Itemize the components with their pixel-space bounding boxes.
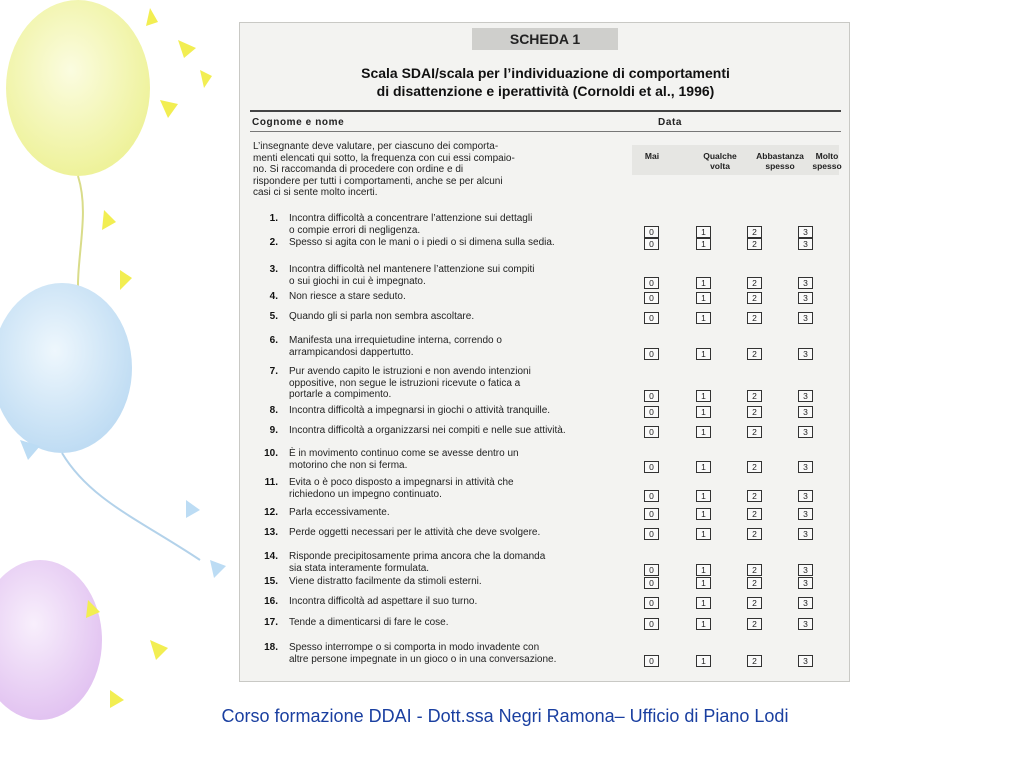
item-number: 15. (264, 576, 278, 587)
score-checkbox[interactable]: 0 (644, 292, 659, 304)
score-checkbox[interactable]: 0 (644, 618, 659, 630)
score-checkbox[interactable]: 2 (747, 292, 762, 304)
score-checkbox[interactable]: 2 (747, 406, 762, 418)
score-checkbox[interactable]: 3 (798, 508, 813, 520)
instruction-line: rispondere per tutti i comportamenti, anche se per alcuni (253, 175, 503, 187)
column-header-line: volta (710, 161, 730, 171)
item-text (289, 617, 634, 629)
score-checkbox[interactable]: 0 (644, 406, 659, 418)
score-checkbox[interactable]: 1 (696, 238, 711, 250)
score-checkbox[interactable]: 2 (747, 461, 762, 473)
item-text-line: motorino che non si ferma. (289, 459, 408, 471)
item-text-line: arrampicandosi dappertutto. (289, 346, 414, 358)
item-number: 17. (264, 617, 278, 628)
blue-balloon-icon (0, 283, 200, 560)
score-checkbox[interactable]: 3 (798, 226, 813, 238)
date-field-label: Data (658, 117, 683, 128)
item-text-line: oppositive, non segue le istruzioni ricevute o fatica a (289, 377, 521, 389)
score-checkbox[interactable]: 0 (644, 461, 659, 473)
score-checkbox[interactable]: 0 (644, 348, 659, 360)
score-checkbox[interactable]: 1 (696, 528, 711, 540)
item-number: 9. (269, 425, 278, 436)
item-number: 1. (269, 213, 278, 224)
score-checkbox[interactable]: 2 (747, 508, 762, 520)
item-text-line: Evita o è poco disposto a impegnarsi in attività che (289, 477, 514, 488)
item-text (289, 448, 634, 471)
score-checkbox[interactable]: 3 (798, 597, 813, 609)
score-checkbox[interactable]: 1 (696, 618, 711, 630)
score-checkbox[interactable]: 2 (747, 655, 762, 667)
score-checkbox[interactable]: 3 (798, 406, 813, 418)
score-checkbox[interactable]: 3 (798, 426, 813, 438)
score-checkbox[interactable]: 0 (644, 238, 659, 250)
instruction-line: no. Si raccomanda di procedere con ordine e di (253, 164, 464, 176)
item-text-line: sia stata interamente formulata. (289, 562, 430, 574)
item-text (289, 405, 634, 417)
item-text (289, 311, 634, 323)
score-checkbox[interactable]: 3 (798, 655, 813, 667)
score-checkbox[interactable]: 3 (798, 577, 813, 589)
item-text-line: o sui giochi in cui è impegnato. (289, 275, 426, 287)
item-text-line: Incontra difficoltà a organizzarsi nei compiti e nelle sue attività. (289, 425, 566, 436)
sdai-scale-document (239, 22, 850, 682)
item-number: 2. (269, 237, 278, 248)
instructions (253, 141, 613, 199)
item-text (289, 576, 634, 588)
item-text (289, 527, 634, 539)
score-checkbox[interactable]: 0 (644, 312, 659, 324)
score-checkbox[interactable]: 0 (644, 490, 659, 502)
score-checkbox[interactable]: 3 (798, 312, 813, 324)
score-checkbox[interactable]: 2 (747, 528, 762, 540)
score-checkbox[interactable]: 1 (696, 406, 711, 418)
item-text (289, 366, 634, 401)
score-checkbox[interactable]: 0 (644, 597, 659, 609)
score-checkbox[interactable]: 3 (798, 564, 813, 576)
item-text (289, 596, 634, 608)
score-checkbox[interactable]: 3 (798, 277, 813, 289)
item-text (289, 477, 634, 500)
item-text-line: Incontra difficoltà ad aspettare il suo turno. (289, 596, 478, 607)
item-text-line: Non riesce a stare seduto. (289, 291, 406, 302)
score-checkbox[interactable]: 0 (644, 390, 659, 402)
score-checkbox[interactable]: 2 (747, 597, 762, 609)
item-number: 3. (269, 264, 278, 275)
score-checkbox[interactable]: 0 (644, 277, 659, 289)
item-number: 10. (264, 448, 278, 459)
score-checkbox[interactable]: 3 (798, 390, 813, 402)
score-checkbox[interactable]: 2 (747, 564, 762, 576)
item-text (289, 551, 634, 574)
divider (250, 131, 841, 132)
score-checkbox[interactable]: 2 (747, 238, 762, 250)
score-checkbox[interactable]: 1 (696, 508, 711, 520)
item-text-line: Spesso si agita con le mani o i piedi o si dimena sulla sedia. (289, 237, 555, 248)
score-checkbox[interactable]: 0 (644, 655, 659, 667)
item-text-line: Quando gli si parla non sembra ascoltare. (289, 311, 475, 322)
item-text-line: Incontra difficoltà a concentrare l’attenzione sui dettagli (289, 213, 533, 224)
item-text-line: Parla eccessivamente. (289, 507, 390, 518)
score-checkbox[interactable]: 1 (696, 226, 711, 238)
score-checkbox[interactable]: 2 (747, 348, 762, 360)
title-line: di disattenzione e iperattività (Cornoldi et al., 1996) (376, 83, 715, 99)
score-checkbox[interactable]: 0 (644, 226, 659, 238)
item-number: 7. (269, 366, 278, 377)
item-number: 8. (269, 405, 278, 416)
scheda-label: SCHEDA 1 (472, 28, 618, 50)
score-checkbox[interactable]: 1 (696, 655, 711, 667)
item-text (289, 507, 634, 519)
score-checkbox[interactable]: 1 (696, 490, 711, 502)
instruction-line: casi ci si sente molto incerti. (253, 187, 378, 199)
column-header-line: Molto (815, 151, 839, 161)
score-checkbox[interactable]: 1 (696, 348, 711, 360)
item-text-line: Risponde precipitosamente prima ancora che la domanda (289, 551, 546, 562)
score-checkbox[interactable]: 0 (644, 564, 659, 576)
score-checkbox[interactable]: 2 (747, 277, 762, 289)
column-header (797, 151, 850, 171)
item-number: 16. (264, 596, 278, 607)
item-text-line: portarle a compimento. (289, 389, 392, 400)
item-number: 6. (269, 335, 278, 346)
column-header-line: Abbastanza (756, 151, 804, 161)
score-checkbox[interactable]: 2 (747, 312, 762, 324)
item-text-line: Manifesta una irrequietudine interna, correndo o (289, 335, 502, 346)
name-field-label: Cognome e nome (252, 117, 345, 128)
score-checkbox[interactable]: 3 (798, 618, 813, 630)
score-checkbox[interactable]: 1 (696, 390, 711, 402)
item-text (289, 425, 634, 437)
column-header (690, 151, 750, 171)
item-text (289, 264, 634, 287)
score-checkbox[interactable]: 1 (696, 564, 711, 576)
score-checkbox[interactable]: 0 (644, 508, 659, 520)
item-text-line: Perde oggetti necessari per le attività che deve svolgere. (289, 527, 541, 538)
score-checkbox[interactable]: 3 (798, 348, 813, 360)
score-checkbox[interactable]: 0 (644, 426, 659, 438)
score-checkbox[interactable]: 1 (696, 461, 711, 473)
divider (250, 110, 841, 112)
instruction-line: menti elencati qui sotto, la frequenza con cui essi compaio- (253, 152, 515, 164)
item-text (289, 335, 634, 358)
title-line: Scala SDAI/scala per l’individuazione di comportamenti (361, 65, 730, 81)
item-text-line: o compie errori di negligenza. (289, 224, 421, 236)
item-text (289, 642, 634, 665)
score-checkbox[interactable]: 2 (747, 618, 762, 630)
item-text-line: Pur avendo capito le istruzioni e non avendo intenzioni (289, 366, 531, 377)
score-checkbox[interactable]: 3 (798, 238, 813, 250)
score-checkbox[interactable]: 0 (644, 528, 659, 540)
footer-credit: Corso formazione DDAI - Dott.ssa Negri Ramona– Ufficio di Piano Lodi (221, 706, 789, 726)
item-number: 12. (264, 507, 278, 518)
score-checkbox[interactable]: 1 (696, 292, 711, 304)
column-header-line: Qualche (703, 151, 737, 161)
purple-balloon-icon (0, 560, 102, 720)
score-checkbox[interactable]: 1 (696, 426, 711, 438)
score-checkbox[interactable]: 1 (696, 597, 711, 609)
score-checkbox[interactable]: 2 (747, 390, 762, 402)
score-checkbox[interactable]: 1 (696, 277, 711, 289)
item-number: 18. (264, 642, 278, 653)
item-text (289, 213, 634, 236)
score-checkbox[interactable]: 2 (747, 226, 762, 238)
score-checkbox[interactable]: 2 (747, 426, 762, 438)
document-title (270, 64, 821, 100)
score-checkbox[interactable]: 1 (696, 312, 711, 324)
item-text-line: Tende a dimenticarsi di fare le cose. (289, 617, 449, 628)
item-text-line: Incontra difficoltà a impegnarsi in giochi o attività tranquille. (289, 405, 551, 416)
item-number: 14. (264, 551, 278, 562)
score-checkbox[interactable]: 2 (747, 490, 762, 502)
item-text-line: altre persone impegnate in un gioco o in una conversazione. (289, 653, 557, 665)
item-text (289, 291, 634, 303)
item-text-line: richiedono un impegno continuato. (289, 488, 442, 500)
score-checkbox[interactable]: 2 (747, 577, 762, 589)
item-text-line: Incontra difficoltà nel mantenere l’attenzione sui compiti (289, 264, 535, 275)
column-header-line: spesso (765, 161, 795, 171)
column-header-line: spesso (812, 161, 842, 171)
score-checkbox[interactable]: 0 (644, 577, 659, 589)
score-checkbox[interactable]: 1 (696, 577, 711, 589)
column-header-line: Mai (644, 151, 660, 161)
item-text (289, 237, 634, 249)
score-checkbox[interactable]: 3 (798, 490, 813, 502)
score-checkbox[interactable]: 3 (798, 528, 813, 540)
item-number: 4. (269, 291, 278, 302)
instruction-line: L’insegnante deve valutare, per ciascuno dei comporta- (253, 141, 499, 152)
item-text-line: È in movimento continuo come se avesse dentro un (289, 448, 519, 459)
score-checkbox[interactable]: 3 (798, 461, 813, 473)
item-number: 11. (264, 477, 278, 488)
item-number: 5. (269, 311, 278, 322)
score-checkbox[interactable]: 3 (798, 292, 813, 304)
item-text-line: Viene distratto facilmente da stimoli esterni. (289, 576, 482, 587)
column-header (622, 151, 682, 161)
item-number: 13. (264, 527, 278, 538)
item-text-line: Spesso interrompe o si comporta in modo invadente con (289, 642, 540, 653)
